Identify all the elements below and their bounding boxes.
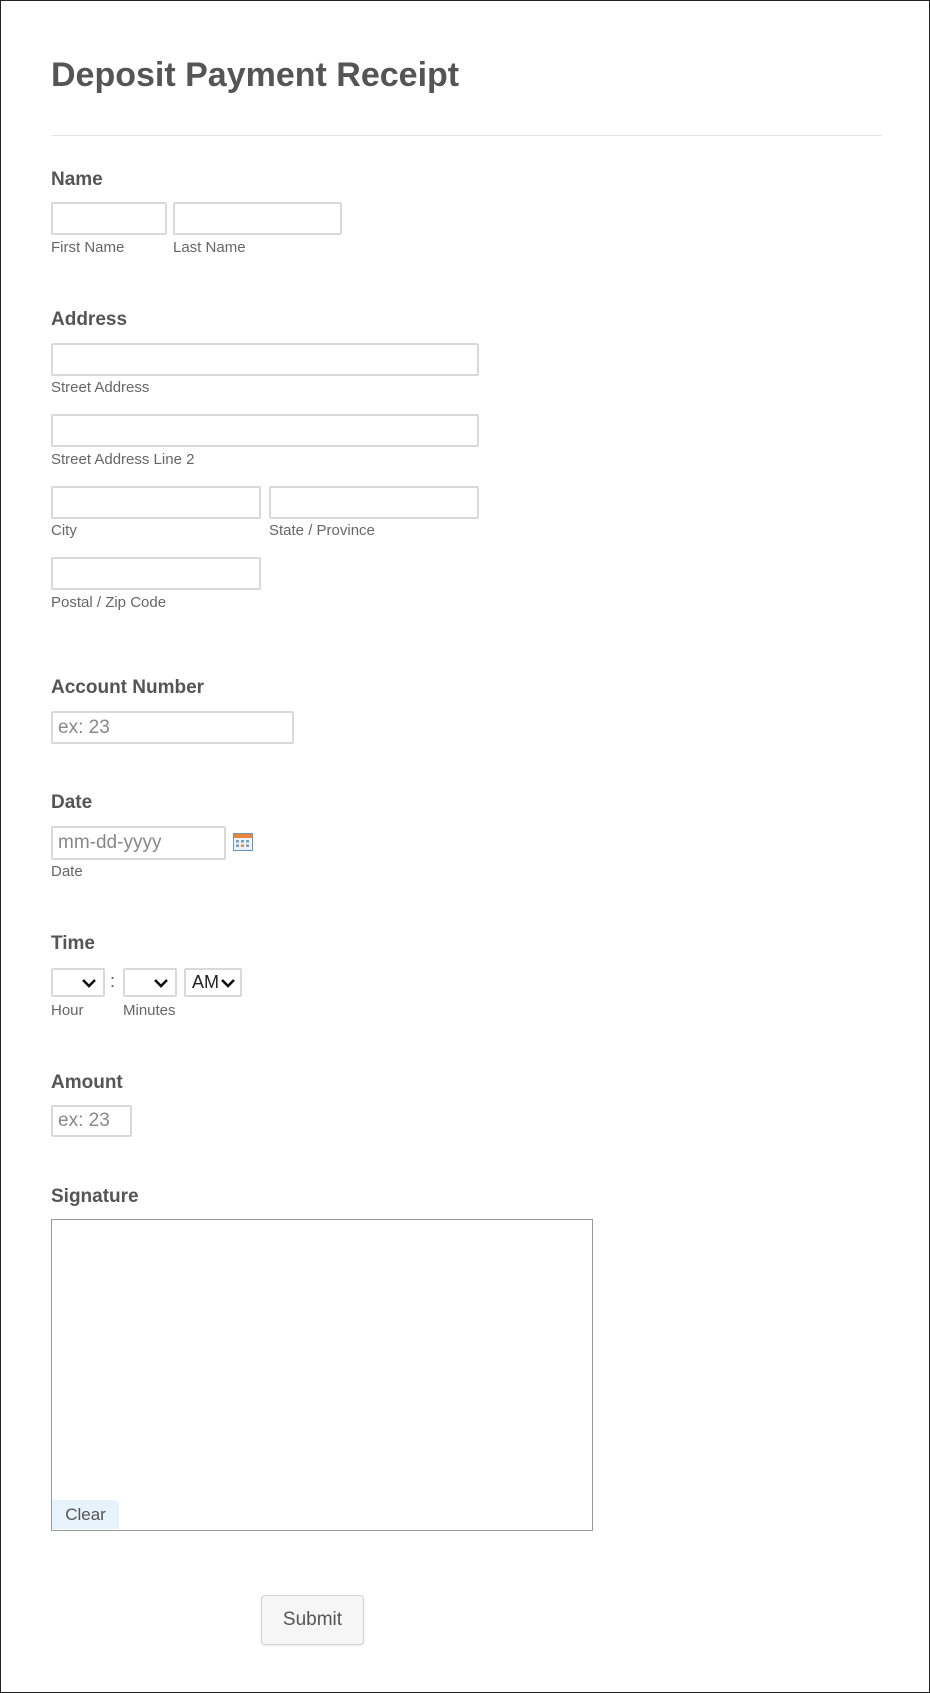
form-title: Deposit Payment Receipt [51,56,460,94]
clear-signature-button[interactable]: Clear [52,1500,119,1529]
ampm-select[interactable] [184,968,242,997]
time-label: Time [51,933,96,954]
minutes-sublabel: Minutes [123,1002,176,1019]
street-address-sublabel: Street Address [51,379,150,396]
account-number-input[interactable] [51,711,294,744]
state-province-sublabel: State / Province [269,522,375,539]
city-input[interactable] [51,486,261,519]
title-divider [51,135,882,136]
calendar-icon[interactable] [233,833,253,856]
ampm-value: AM [192,972,219,992]
date-label: Date [51,792,93,813]
first-name-input[interactable] [51,202,167,235]
amount-input[interactable] [51,1105,132,1137]
date-sublabel: Date [51,863,83,880]
street-address-line2-input[interactable] [51,414,479,447]
amount-label: Amount [51,1072,123,1093]
chevron-down-icon [81,978,97,988]
last-name-sublabel: Last Name [173,239,246,256]
street-address-line2-sublabel: Street Address Line 2 [51,451,195,468]
signature-pad[interactable] [51,1219,593,1531]
name-label: Name [51,169,103,190]
signature-label: Signature [51,1186,139,1207]
chevron-down-icon [220,978,236,988]
submit-button[interactable]: Submit [261,1595,364,1645]
minute-select[interactable] [123,968,177,997]
account-number-label: Account Number [51,677,205,698]
street-address-input[interactable] [51,343,479,376]
state-province-input[interactable] [269,486,479,519]
last-name-input[interactable] [173,202,342,235]
postal-code-sublabel: Postal / Zip Code [51,594,167,611]
hour-sublabel: Hour [51,1002,84,1019]
chevron-down-icon [153,978,169,988]
time-separator: : [110,971,116,991]
postal-code-input[interactable] [51,557,261,590]
hour-select[interactable] [51,968,105,997]
city-sublabel: City [51,522,77,539]
address-label: Address [51,309,128,330]
date-input[interactable] [51,826,226,860]
first-name-sublabel: First Name [51,239,125,256]
